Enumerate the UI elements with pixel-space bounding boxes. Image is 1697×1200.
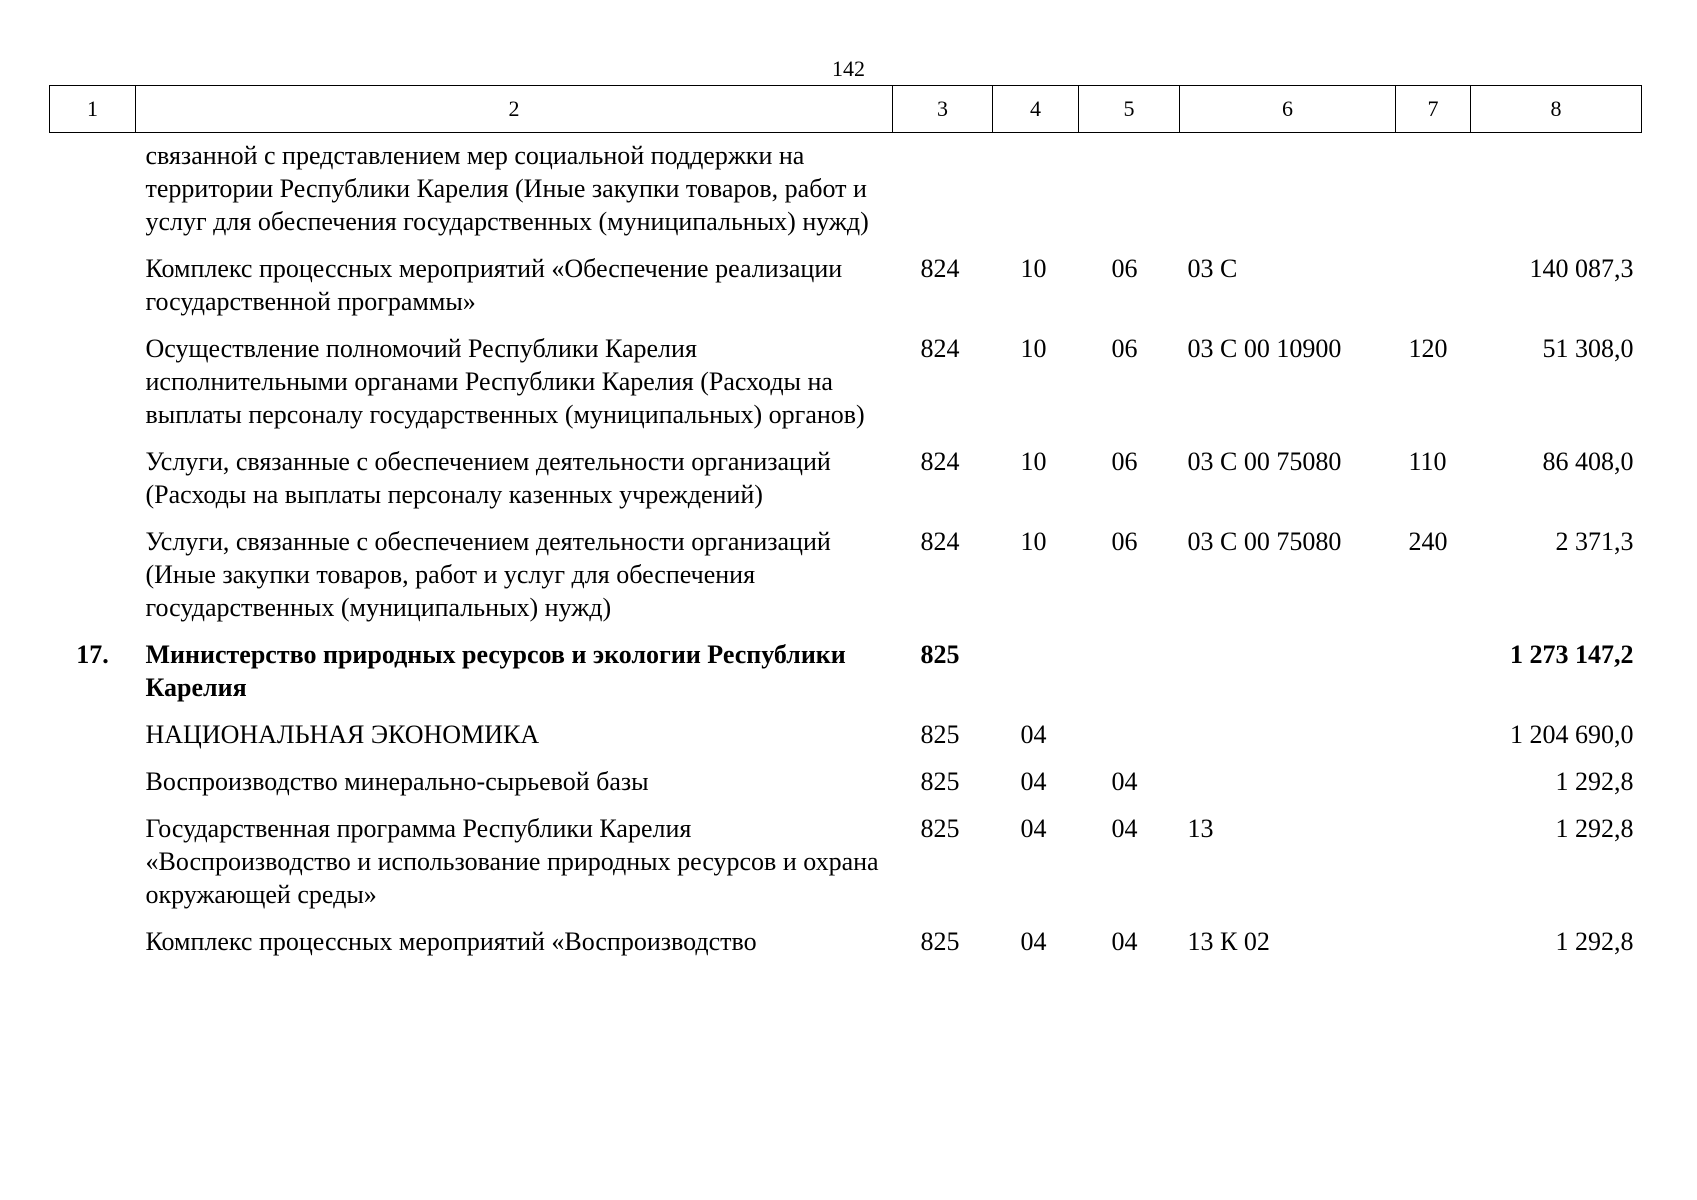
column-header-6: 6 xyxy=(1180,86,1396,133)
row-number: 17. xyxy=(76,640,109,669)
section-code: 04 xyxy=(1020,767,1047,796)
ministry-code: 824 xyxy=(920,254,960,283)
section-code: 10 xyxy=(1020,254,1047,283)
expense-type-code xyxy=(1396,133,1471,253)
subsection-code xyxy=(1079,718,1180,765)
section-code xyxy=(993,133,1079,253)
target-article-code xyxy=(1180,718,1396,765)
column-header-8: 8 xyxy=(1471,86,1642,133)
amount: 86 408,0 xyxy=(1542,447,1634,476)
section-code: 04 xyxy=(1020,927,1047,956)
table-row xyxy=(50,133,1642,253)
target-article-code: 03 С 00 10900 xyxy=(1187,334,1342,363)
row-number xyxy=(50,133,136,253)
item-name: НАЦИОНАЛЬНАЯ ЭКОНОМИКА xyxy=(145,720,540,749)
target-article-code: 03 С xyxy=(1187,254,1238,283)
expense-type-code: 240 xyxy=(1408,527,1448,556)
subsection-code: 06 xyxy=(1111,527,1138,556)
column-number-header xyxy=(50,86,1642,133)
amount: 1 292,8 xyxy=(1555,927,1634,956)
table-row xyxy=(50,812,1642,925)
table-row xyxy=(50,718,1642,765)
page-number: 142 xyxy=(832,56,865,81)
expense-type-code: 120 xyxy=(1408,334,1448,363)
target-article-code: 03 С 00 75080 xyxy=(1187,527,1342,556)
row-number xyxy=(50,765,136,812)
ministry-code: 824 xyxy=(920,447,960,476)
table-body xyxy=(50,86,1642,973)
target-article-code: 13 К 02 xyxy=(1187,927,1270,956)
row-number xyxy=(50,445,136,525)
table-row xyxy=(50,765,1642,812)
expense-type-code: 110 xyxy=(1408,447,1447,476)
row-number xyxy=(50,332,136,445)
ministry-code: 825 xyxy=(920,927,960,956)
column-header-5: 5 xyxy=(1079,86,1180,133)
section-code: 10 xyxy=(1020,447,1047,476)
ministry-code: 825 xyxy=(920,720,960,749)
table-row xyxy=(50,252,1642,332)
section-code: 04 xyxy=(1020,814,1047,843)
table-row xyxy=(50,525,1642,638)
table-row xyxy=(50,638,1642,718)
item-name: связанной с представлением мер социальной поддержки на территории Республики Карелия (Иные закупки товаров, работ и услуг для обеспечения государственных (муниципальных) нужд) xyxy=(145,141,869,236)
amount: 2 371,3 xyxy=(1555,527,1634,556)
item-name: Министерство природных ресурсов и экологии Республики Карелия xyxy=(145,640,846,702)
section-code: 10 xyxy=(1020,334,1047,363)
column-header-4: 4 xyxy=(993,86,1079,133)
ministry-code: 825 xyxy=(920,767,960,796)
row-number xyxy=(50,252,136,332)
amount xyxy=(1471,133,1642,253)
expense-type-code xyxy=(1396,812,1471,925)
column-header-2: 2 xyxy=(136,86,893,133)
section-code xyxy=(993,638,1079,718)
ministry-code: 825 xyxy=(920,814,960,843)
target-article-code xyxy=(1180,133,1396,253)
amount: 1 273 147,2 xyxy=(1510,640,1634,669)
amount: 1 204 690,0 xyxy=(1510,720,1634,749)
subsection-code xyxy=(1079,638,1180,718)
item-name: Услуги, связанные с обеспечением деятельности организаций (Расходы на выплаты персоналу казенных учреждений) xyxy=(145,447,831,509)
ministry-code: 824 xyxy=(920,527,960,556)
amount: 140 087,3 xyxy=(1529,254,1634,283)
expense-type-code xyxy=(1396,718,1471,765)
row-number xyxy=(50,525,136,638)
subsection-code: 04 xyxy=(1111,814,1138,843)
item-name: Комплекс процессных мероприятий «Обеспечение реализации государственной программы» xyxy=(145,254,843,316)
row-number xyxy=(50,718,136,765)
ministry-code: 824 xyxy=(920,334,960,363)
column-header-7: 7 xyxy=(1396,86,1471,133)
column-header-1: 1 xyxy=(50,86,136,133)
amount: 51 308,0 xyxy=(1542,334,1634,363)
item-name: Комплекс процессных мероприятий «Воспроизводство xyxy=(145,927,757,956)
item-name: Государственная программа Республики Карелия «Воспроизводство и использование природных ресурсов и охрана окружающей среды» xyxy=(145,814,879,909)
expense-type-code xyxy=(1396,925,1471,972)
target-article-code: 03 С 00 75080 xyxy=(1187,447,1342,476)
target-article-code: 13 xyxy=(1187,814,1214,843)
expense-type-code xyxy=(1396,638,1471,718)
item-name: Осуществление полномочий Республики Карелия исполнительными органами Республики Карелия (Расходы на выплаты персоналу государственных (муниципальных) органов) xyxy=(145,334,865,429)
target-article-code xyxy=(1180,638,1396,718)
column-header-3: 3 xyxy=(893,86,993,133)
ministry-code: 825 xyxy=(920,640,960,669)
subsection-code xyxy=(1079,133,1180,253)
expense-type-code xyxy=(1396,252,1471,332)
budget-table xyxy=(49,85,1642,972)
amount: 1 292,8 xyxy=(1555,814,1634,843)
target-article-code xyxy=(1180,765,1396,812)
amount: 1 292,8 xyxy=(1555,767,1634,796)
subsection-code: 04 xyxy=(1111,927,1138,956)
subsection-code: 06 xyxy=(1111,254,1138,283)
subsection-code: 04 xyxy=(1111,767,1138,796)
row-number xyxy=(50,812,136,925)
ministry-code xyxy=(893,133,993,253)
section-code: 10 xyxy=(1020,527,1047,556)
table-row xyxy=(50,332,1642,445)
item-name: Услуги, связанные с обеспечением деятельности организаций (Иные закупки товаров, работ и услуг для обеспечения государственных (муниципальных) нужд) xyxy=(145,527,831,622)
subsection-code: 06 xyxy=(1111,334,1138,363)
expense-type-code xyxy=(1396,765,1471,812)
table-row xyxy=(50,925,1642,972)
section-code: 04 xyxy=(1020,720,1047,749)
subsection-code: 06 xyxy=(1111,447,1138,476)
table-row xyxy=(50,445,1642,525)
row-number xyxy=(50,925,136,972)
item-name: Воспроизводство минерально-сырьевой базы xyxy=(145,767,649,796)
